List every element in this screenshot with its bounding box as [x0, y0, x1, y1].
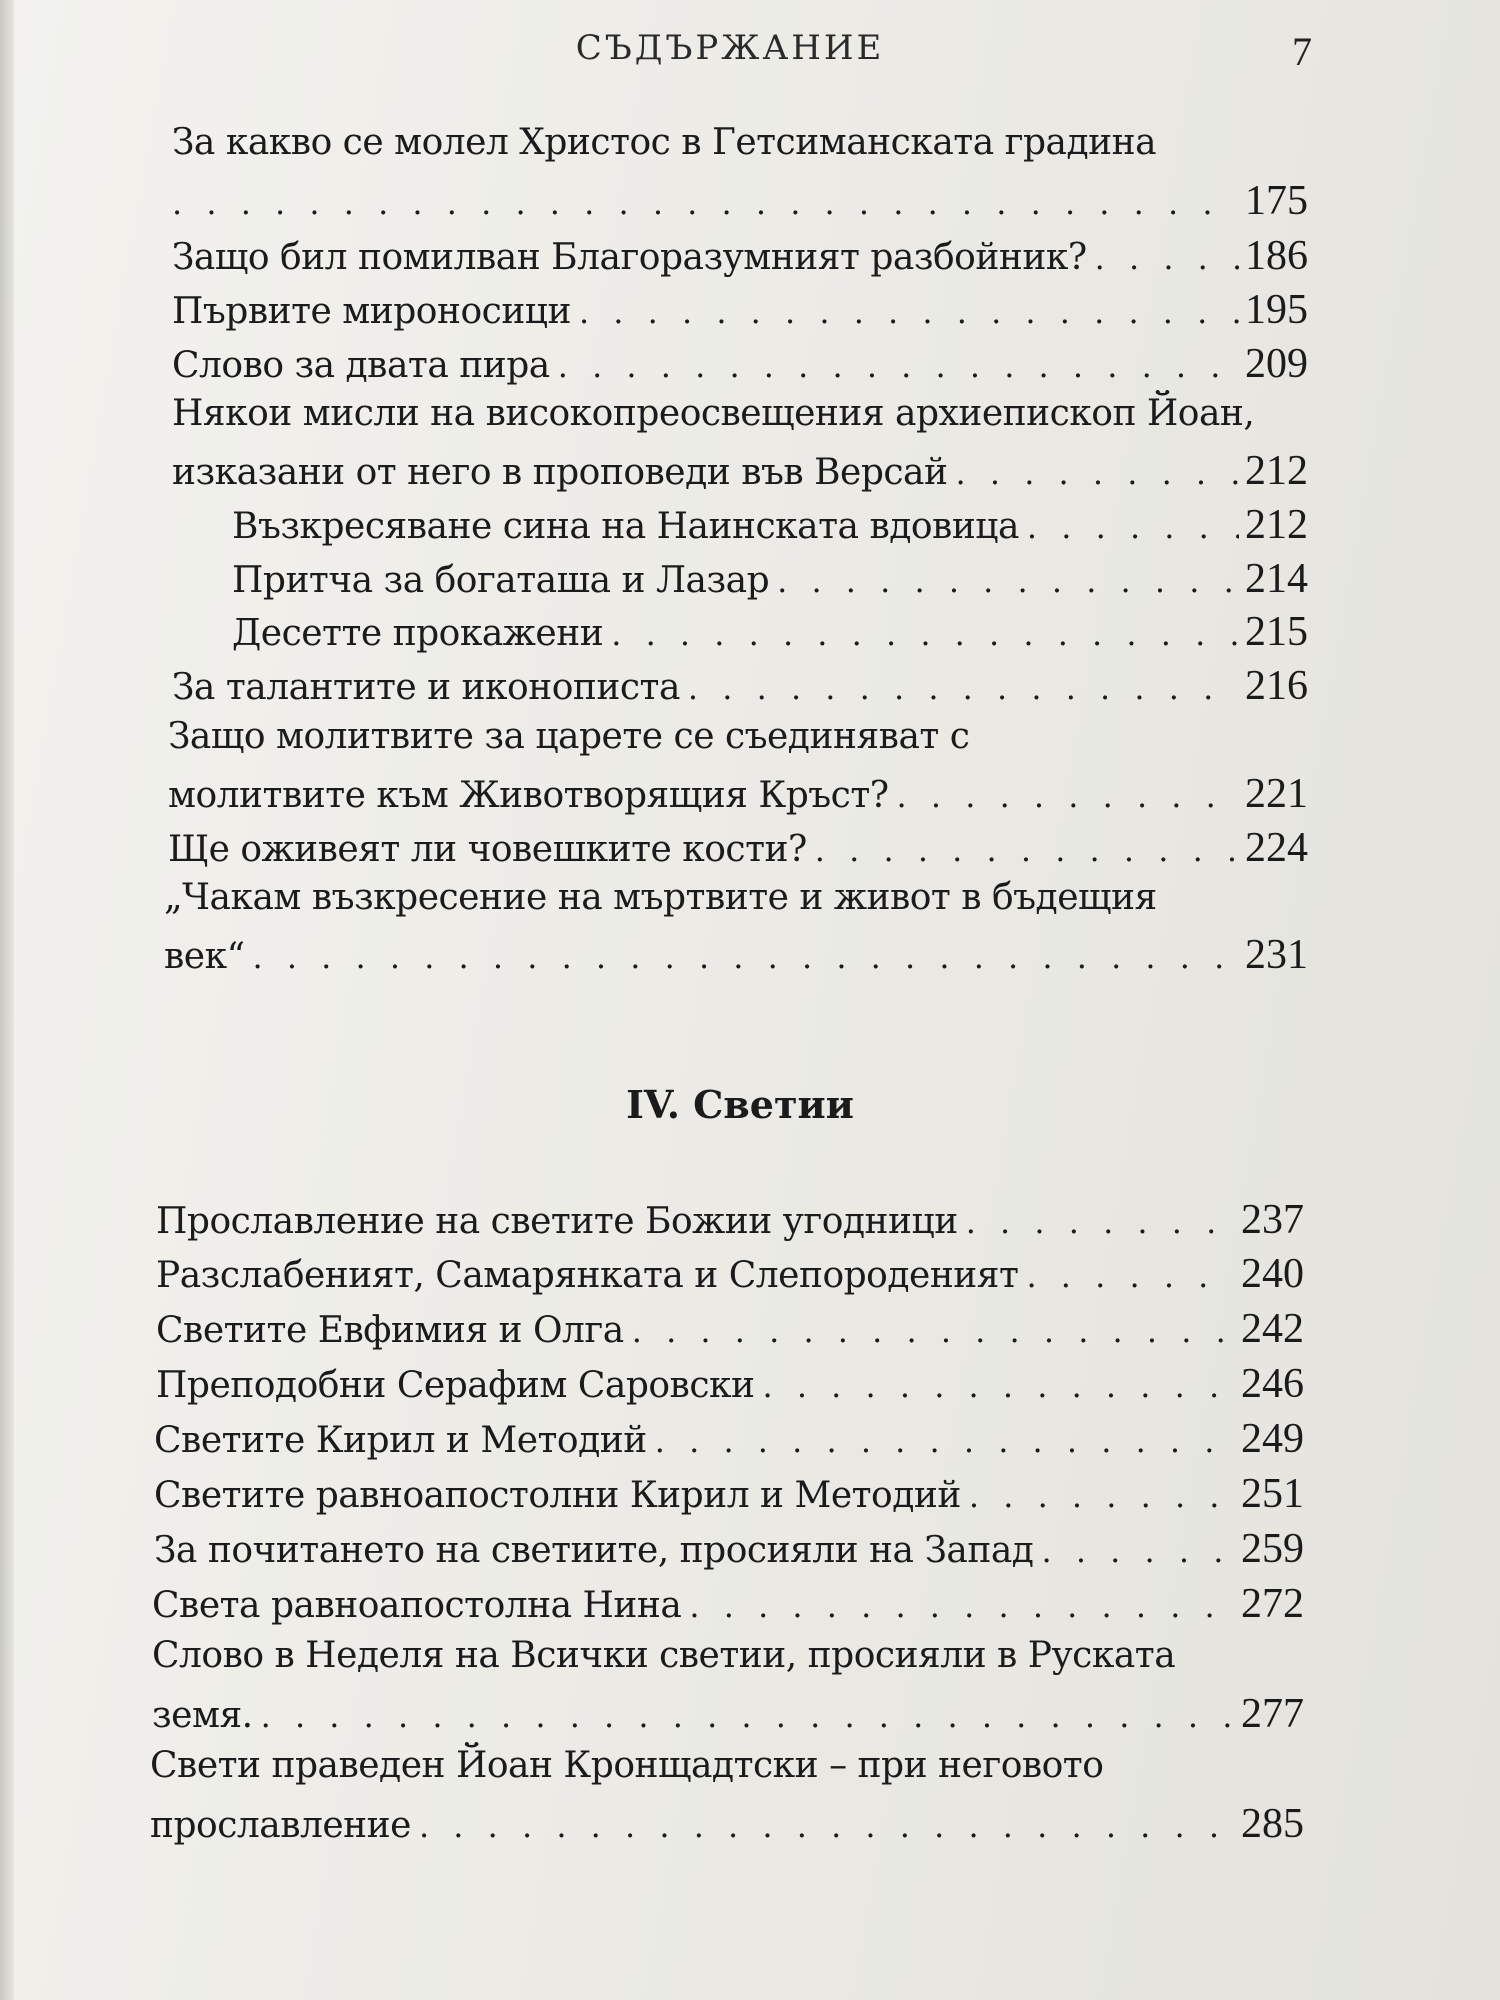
dot-leader [261, 1697, 1235, 1735]
dot-leader [579, 293, 1239, 331]
toc-entry [172, 340, 1308, 388]
dot-leader [966, 1203, 1235, 1241]
toc-entry [152, 1690, 1304, 1738]
toc-entry [156, 1360, 1304, 1408]
toc-entry [150, 1800, 1304, 1848]
toc-page-number: 215 [1245, 609, 1308, 655]
toc-entry-title: Светите равноапостолни Кирил и Методий [154, 1475, 961, 1516]
dot-leader [688, 669, 1239, 707]
toc-page-number: 186 [1245, 233, 1308, 279]
toc-entry-title: Възкресяване сина на Наинската вдовица [232, 506, 1019, 547]
page-number: 7 [1292, 29, 1312, 74]
toc-page-number: 175 [1245, 178, 1308, 224]
toc-entry [172, 662, 1308, 710]
toc-page-number: 214 [1245, 556, 1308, 602]
toc-entry [156, 1250, 1304, 1298]
toc-page-number: 231 [1245, 932, 1308, 978]
toc-page-number: 272 [1241, 1581, 1304, 1627]
dot-leader [1026, 1257, 1235, 1295]
dot-leader [632, 1312, 1235, 1350]
toc-subentry [232, 608, 1308, 656]
toc-page-number: 212 [1245, 448, 1308, 494]
toc-entry-title: Притча за богаташа и Лазар [232, 560, 770, 601]
toc-entry-title: Защо молитвите за царете се съединяват с [168, 716, 970, 757]
dot-leader [172, 184, 1239, 222]
toc-entry [154, 1470, 1304, 1518]
toc-entry-title: Защо бил помилван Благоразумният разбойник? [172, 237, 1087, 278]
dot-leader [897, 777, 1239, 815]
toc-entry-title: Преподобни Серафим Саровски [156, 1365, 755, 1406]
toc-entry-title: Слово в Неделя на Всички светии, просияли в Руската [152, 1635, 1176, 1676]
dot-leader [419, 1807, 1235, 1845]
toc-page-number: 216 [1245, 663, 1308, 709]
toc-page-number: 246 [1241, 1361, 1304, 1407]
toc-entry-title: Ще оживеят ли човешките кости? [168, 829, 807, 870]
toc-page-number: 224 [1245, 825, 1308, 871]
toc-entry-title: Десетте прокажени [232, 613, 604, 654]
toc-entry-title: „Чакам възкресение на мъртвите и живот в бъдещия [164, 877, 1157, 918]
toc-entry-title: Прославление на светите Божии угодници [156, 1201, 958, 1242]
toc-subentry [232, 501, 1308, 549]
toc-entry-title: Първите мироносици [172, 291, 571, 332]
dot-leader [956, 454, 1239, 492]
dot-leader [777, 562, 1239, 600]
toc-entry [154, 1415, 1304, 1463]
toc-entry [154, 1525, 1304, 1573]
toc-page-number: 251 [1241, 1471, 1304, 1517]
toc-entry-title-line [168, 716, 1318, 764]
toc-entry-title-cont: земя. [152, 1695, 253, 1736]
toc-page-number: 242 [1241, 1306, 1304, 1352]
toc-entry [172, 286, 1308, 334]
toc-entry [156, 1196, 1304, 1244]
toc-entry [172, 177, 1308, 225]
toc-entry [172, 232, 1308, 280]
toc-page-number: 221 [1245, 771, 1308, 817]
toc-entry-title-cont: прославление [150, 1805, 411, 1846]
toc-entry-title: Слово за двата пира [172, 345, 550, 386]
toc-entry-title: Светите Евфимия и Олга [156, 1310, 624, 1351]
toc-entry-title: За почитането на светиите, просияли на Запад [154, 1530, 1034, 1571]
toc-subentry [232, 555, 1308, 603]
dot-leader [558, 347, 1239, 385]
toc-page-number: 249 [1241, 1416, 1304, 1462]
toc-entry-title: Разслабеният, Самарянката и Слепороденият [156, 1255, 1019, 1296]
toc-entry-title: Света равноапостолна Нина [152, 1585, 682, 1626]
toc-entry-title: За талантите и иконописта [172, 667, 680, 708]
toc-entry-title-cont: молитвите към Животворящия Кръст? [168, 775, 889, 816]
toc-page-number: 237 [1241, 1197, 1304, 1243]
toc-entry-title: Светите Кирил и Методий [154, 1420, 647, 1461]
toc-entry-title: За какво се молел Христос в Гетсиманската градина [172, 122, 1157, 163]
toc-entry-title-line [172, 122, 1322, 170]
dot-leader [689, 1587, 1235, 1625]
toc-page-number: 285 [1241, 1801, 1304, 1847]
toc-page-number: 240 [1241, 1251, 1304, 1297]
toc-entry-title-cont: изказани от него в проповеди във Версай [172, 452, 948, 493]
section-heading: IV. Светии [626, 1082, 854, 1127]
toc-entry [156, 1305, 1304, 1353]
dot-leader [611, 615, 1239, 653]
dot-leader [1041, 1532, 1235, 1570]
running-header-title: СЪДЪРЖАНИЕ [575, 28, 885, 68]
toc-page-number: 195 [1245, 287, 1308, 333]
toc-entry-title-cont: век“ [164, 936, 245, 977]
toc-entry-title-line [152, 1635, 1312, 1683]
toc-entry-title-line [172, 393, 1322, 441]
dot-leader [655, 1422, 1235, 1460]
toc-entry [172, 447, 1308, 495]
toc-entry-title: Свети праведен Йоан Кронщадтски – при неговото [150, 1745, 1104, 1786]
toc-entry [152, 1580, 1304, 1628]
dot-leader [815, 831, 1239, 869]
dot-leader [252, 938, 1239, 976]
toc-entry-title: Някои мисли на високопреосвещения архиепископ Йоан, [172, 393, 1255, 434]
dot-leader [969, 1477, 1235, 1515]
toc-entry-title-line [164, 877, 1314, 925]
dot-leader [762, 1367, 1235, 1405]
toc-entry [168, 824, 1308, 872]
dot-leader [1095, 239, 1239, 277]
toc-page-number: 209 [1245, 341, 1308, 387]
toc-entry [168, 770, 1308, 818]
toc-page-number: 212 [1245, 502, 1308, 548]
toc-entry-title-line [150, 1745, 1310, 1793]
toc-entry [164, 931, 1308, 979]
toc-page-number: 277 [1241, 1691, 1304, 1737]
page-edge [0, 0, 14, 2000]
dot-leader [1027, 508, 1239, 546]
toc-page-number: 259 [1241, 1526, 1304, 1572]
